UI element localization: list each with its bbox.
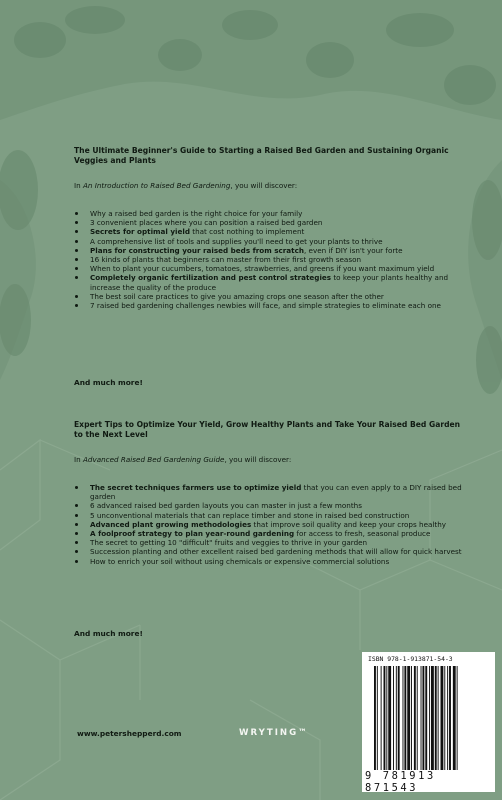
barcode-bar [398,666,400,770]
bullet-text: that cost nothing to implement [189,227,305,237]
book1-and-more: And much more! [74,378,143,387]
bullet-text: 7 raised bed gardening challenges newbies will face, and simple strategies to eliminate each one [90,301,441,311]
bullet-text: 16 kinds of plants that beginners can master from their first growth season [90,255,362,265]
bullet-item [74,520,466,529]
book1-heading: The Ultimate Beginner's Guide to Starting a Raised Bed Garden and Sustaining Organic Veggies and Plants [74,146,449,165]
book2-intro [74,455,466,465]
bullet-item [74,292,466,301]
barcode-bar [388,666,391,770]
barcode-bar [431,666,434,770]
bullet-text: 6 advanced raised bed garden layouts you can master in just a few months [90,501,362,511]
book2-intro-prefix: In [74,455,83,464]
barcode-number: 9 781913 871543 [365,770,436,794]
bullet-text: that you can even apply to a DIY raised bed garden [90,483,462,502]
bullet-item [74,273,466,291]
book2-intro-title: Advanced Raised Bed Gardening Guide [82,455,225,464]
bullet-item [74,538,466,547]
barcode-bar [403,666,404,770]
author-website[interactable]: www.petershepperd.com [77,729,182,738]
bullet-bold-text: Secrets for optimal yield [90,227,190,237]
bullet-bold-text: The secret techniques farmers use to optimize yield [90,483,302,492]
book1-bullet-list [74,209,466,310]
bullet-item [74,511,466,520]
bullet-text: 5 unconventional materials that can replace timber and stone in raised bed construction [90,510,410,520]
bullet-text: , even if DIY isn't your forte [303,245,403,255]
barcode-bar [422,666,424,770]
barcode-bar [414,666,416,770]
bullet-text: How to enrich your soil without using chemicals or expensive commercial solutions [90,556,390,566]
barcode-bar [374,666,376,770]
barcode-bar [441,666,444,770]
barcode-bar [411,666,412,770]
barcode-bar [417,666,418,770]
barcode-bar [438,666,439,770]
bullet-text: The secret to getting 10 "difficult" fruits and veggies to thrive in your garden [90,538,368,548]
publisher-logo: WRYTING™ [239,728,309,738]
bullet-item [74,264,466,273]
barcode-bar [396,666,397,770]
book1-intro-prefix: In [74,181,83,190]
barcode-bar [404,666,406,770]
bullet-item [74,237,466,246]
bullet-text: The best soil care practices to give you amazing crops one season after the other [90,291,384,301]
bullet-text: for access to fresh, seasonal produce [294,529,431,539]
barcode-bar [429,666,430,770]
bullet-bold-text: Completely organic fertilization and pest control strategies [90,273,332,283]
bullet-text: 3 convenient places where you can position a raised bed garden [90,218,323,228]
bullet-item [74,501,466,510]
bullet-item [74,557,466,566]
bullet-text: Why a raised bed garden is the right choice for your family [90,209,303,218]
bullet-bold-text: Plans for constructing your raised beds from scratch [90,245,304,255]
bullet-item [74,218,466,227]
bullet-text: When to plant your cucumbers, tomatoes, strawberries, and greens if you want maximum yield [90,264,435,274]
barcode-bar [381,666,382,770]
barcode-bar [377,666,378,770]
bullet-item [74,529,466,538]
book2-heading: Expert Tips to Optimize Your Yield, Grow Healthy Plants and Take Your Raised Bed Garden to the Next Level [74,420,461,439]
bullet-item [74,301,466,310]
barcode-bar [447,666,448,770]
bullet-item [74,246,466,255]
book1-description [74,146,466,310]
book1-intro-suffix: , you will discover: [230,181,298,190]
bullet-item [74,227,466,236]
barcode-bar [393,666,394,770]
barcode-bar [457,666,458,770]
bullet-item [74,547,466,556]
barcode-bar [435,666,437,770]
book2-bullet-list [74,483,466,566]
barcode-bar [444,666,445,770]
isbn-barcode [362,652,495,792]
barcode-bar [407,666,410,770]
barcode-bar [449,666,451,770]
bullet-bold-text: Advanced plant growing methodologies [90,519,252,529]
barcode-bars [374,666,486,770]
barcode-bar [425,666,427,770]
isbn-label: ISBN 978-1-913871-54-3 [368,655,453,663]
book2-and-more: And much more! [74,629,143,638]
book2-intro-suffix: , you will discover: [224,455,292,464]
bullet-text: A comprehensive list of tools and supplies you'll need to get your plants to thrive [90,236,383,246]
bullet-text: to keep your plants healthy and increase the quality of the produce [90,273,449,292]
barcode-bar [421,666,422,770]
barcode-bar [384,666,386,770]
bullet-bold-text: A foolproof strategy to plan year-round gardening [90,529,295,539]
barcode-bar [453,666,456,770]
bullet-text: Succession planting and other excellent raised bed gardening methods that will allow for quick harvest [90,547,462,557]
barcode-bar [386,666,387,770]
bullet-item [74,209,466,218]
book1-intro [74,181,466,191]
book2-description [74,420,466,566]
book1-intro-title: An Introduction to Raised Bed Gardening [82,181,231,190]
bullet-text: that improve soil quality and keep your crops healthy [251,519,447,529]
bullet-item [74,255,466,264]
bullet-item [74,483,466,501]
